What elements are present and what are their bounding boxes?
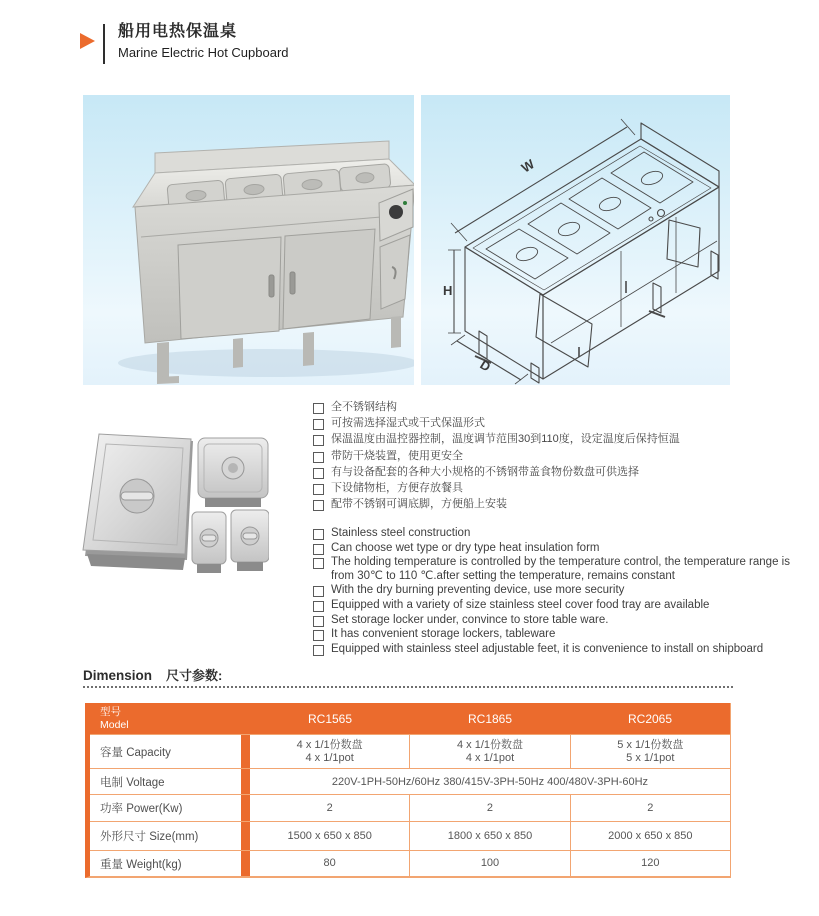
checkbox-icon xyxy=(313,484,324,495)
page-title-en: Marine Electric Hot Cupboard xyxy=(118,45,289,60)
cell-line: 4 x 1/1pot xyxy=(305,751,354,764)
cell-voltage: 220V-1PH-50Hz/60Hz 380/415V-3PH-50Hz 400/480V-3PH-60Hz xyxy=(331,775,649,788)
dashed-divider xyxy=(83,686,733,688)
row-label: 重量 Weight(kg) xyxy=(100,858,182,871)
feature-item xyxy=(313,628,791,642)
feature-item xyxy=(313,466,763,479)
cell-capacity-1 xyxy=(250,735,409,768)
dimension-diagram xyxy=(421,95,730,385)
feature-item xyxy=(313,542,791,556)
feature-text: Stainless steel construction xyxy=(331,527,471,539)
feature-text: 全不锈钢结构 xyxy=(331,401,397,413)
checkbox-icon xyxy=(313,586,324,597)
dimension-heading-zh: 尺寸参数: xyxy=(166,668,223,683)
checkbox-icon xyxy=(313,529,324,540)
orange-band xyxy=(241,851,250,876)
feature-item xyxy=(313,433,763,446)
feature-text: Equipped with stainless steel adjustable feet, it is convenience to install on shipboard xyxy=(331,642,764,655)
cell-size-3: 2000 x 650 x 850 xyxy=(570,822,730,850)
dimension-heading xyxy=(83,665,222,684)
cell-line: 5 x 1/1pot xyxy=(626,751,675,764)
model-name: RC1865 xyxy=(467,711,513,726)
features-list-zh xyxy=(313,401,763,514)
doc-header xyxy=(80,22,289,64)
cell-weight-1: 80 xyxy=(323,857,336,869)
feature-text: It has convenient storage lockers, tableware xyxy=(331,628,556,641)
dimension-heading-en: Dimension xyxy=(83,668,153,683)
model-header-cell xyxy=(90,703,250,734)
feature-item xyxy=(313,450,763,463)
page-title-zh: 船用电热保温桌 xyxy=(118,23,238,40)
feature-item xyxy=(313,584,791,598)
feature-text: With the dry burning preventing device, use more security xyxy=(331,584,625,597)
row-label: 容量 Capacity xyxy=(100,746,171,759)
feature-item xyxy=(313,527,791,541)
checkbox-icon xyxy=(313,468,324,479)
cell-line: 4 x 1/1份数盘 xyxy=(456,738,523,751)
orange-band xyxy=(241,769,250,794)
feature-item xyxy=(313,599,791,613)
feature-item xyxy=(313,401,763,414)
checkbox-icon xyxy=(313,403,324,414)
model-label-zh: 型号 xyxy=(100,706,121,718)
diagram-depth-label: D xyxy=(477,356,494,375)
orange-band xyxy=(241,822,250,850)
product-photo xyxy=(83,95,414,385)
checkbox-icon xyxy=(313,544,324,555)
feature-item xyxy=(313,482,763,495)
cell-size-2: 1800 x 650 x 850 xyxy=(409,822,569,850)
checkbox-icon xyxy=(313,616,324,627)
checkbox-icon xyxy=(313,452,324,463)
cell-size-1: 1500 x 650 x 850 xyxy=(287,829,372,842)
diagram-height-label: H xyxy=(443,283,453,298)
feature-text: 有与设备配套的各种大小规格的不锈钢带盖食物份数盘可供选择 xyxy=(331,465,639,478)
table-row-power xyxy=(90,794,730,821)
checkbox-icon xyxy=(313,630,324,641)
checkbox-icon xyxy=(313,601,324,612)
feature-text: 保温温度由温控器控制，温度调节范围30到110度，设定温度后保持恒温 xyxy=(331,433,680,446)
cell-weight-2: 100 xyxy=(409,851,569,876)
diagram-width-label: W xyxy=(518,156,538,176)
cell-weight-3: 120 xyxy=(570,851,730,876)
feature-text: 可按需选择湿式或干式保温形式 xyxy=(331,417,485,430)
cell-line: 4 x 1/1份数盘 xyxy=(296,738,363,751)
cell-line: 4 x 1/1pot xyxy=(465,751,515,764)
cell-power-3: 2 xyxy=(570,795,730,821)
checkbox-icon xyxy=(313,500,324,511)
feature-item xyxy=(313,417,763,430)
checkbox-icon xyxy=(313,558,324,569)
spec-table-header xyxy=(90,703,730,734)
features-list-en xyxy=(313,527,791,657)
feature-text: 带防干烧装置，使用更安全 xyxy=(331,449,463,462)
table-row-voltage xyxy=(90,768,730,794)
feature-item xyxy=(313,614,791,628)
cell-power-1: 2 xyxy=(326,801,333,814)
model-name: RC2065 xyxy=(627,711,673,726)
checkbox-icon xyxy=(313,645,324,656)
feature-text: 下设储物柜，方便存放餐具 xyxy=(331,482,463,495)
feature-text: Set storage locker under, convince to store table ware. xyxy=(331,613,609,626)
feature-item xyxy=(313,556,791,583)
checkbox-icon xyxy=(313,435,324,446)
spec-table xyxy=(85,703,731,878)
cell-capacity-2 xyxy=(409,735,569,768)
table-row-capacity xyxy=(90,734,730,768)
table-row-weight xyxy=(90,850,730,876)
food-tray-photo xyxy=(73,428,269,578)
cell-power-2: 2 xyxy=(409,795,569,821)
cell-line: 5 x 1/1份数盘 xyxy=(617,738,684,751)
model-label-en: Model xyxy=(100,718,129,731)
feature-item xyxy=(313,498,763,511)
row-label: 电制 Voltage xyxy=(100,776,165,789)
divider-bar xyxy=(103,24,105,64)
row-label: 功率 Power(Kw) xyxy=(100,803,183,815)
feature-text: Can choose wet type or dry type heat insulation form xyxy=(331,541,600,554)
orange-triangle-icon xyxy=(80,33,95,49)
orange-band xyxy=(241,735,250,768)
orange-band xyxy=(241,795,250,821)
row-label: 外形尺寸 Size(mm) xyxy=(100,831,199,843)
model-name: RC1565 xyxy=(307,711,353,726)
feature-text: 配带不锈钢可调底脚，方便船上安装 xyxy=(331,498,507,511)
checkbox-icon xyxy=(313,419,324,430)
cell-capacity-3 xyxy=(570,735,730,768)
feature-text: Equipped with a variety of size stainless steel cover food tray are available xyxy=(331,598,710,611)
feature-text: The holding temperature is controlled by the temperature control, the temperature range is from 30℃ to 110 ℃.after setting the temperature, remains constant xyxy=(331,556,790,582)
table-row-size xyxy=(90,821,730,850)
feature-item xyxy=(313,643,791,657)
